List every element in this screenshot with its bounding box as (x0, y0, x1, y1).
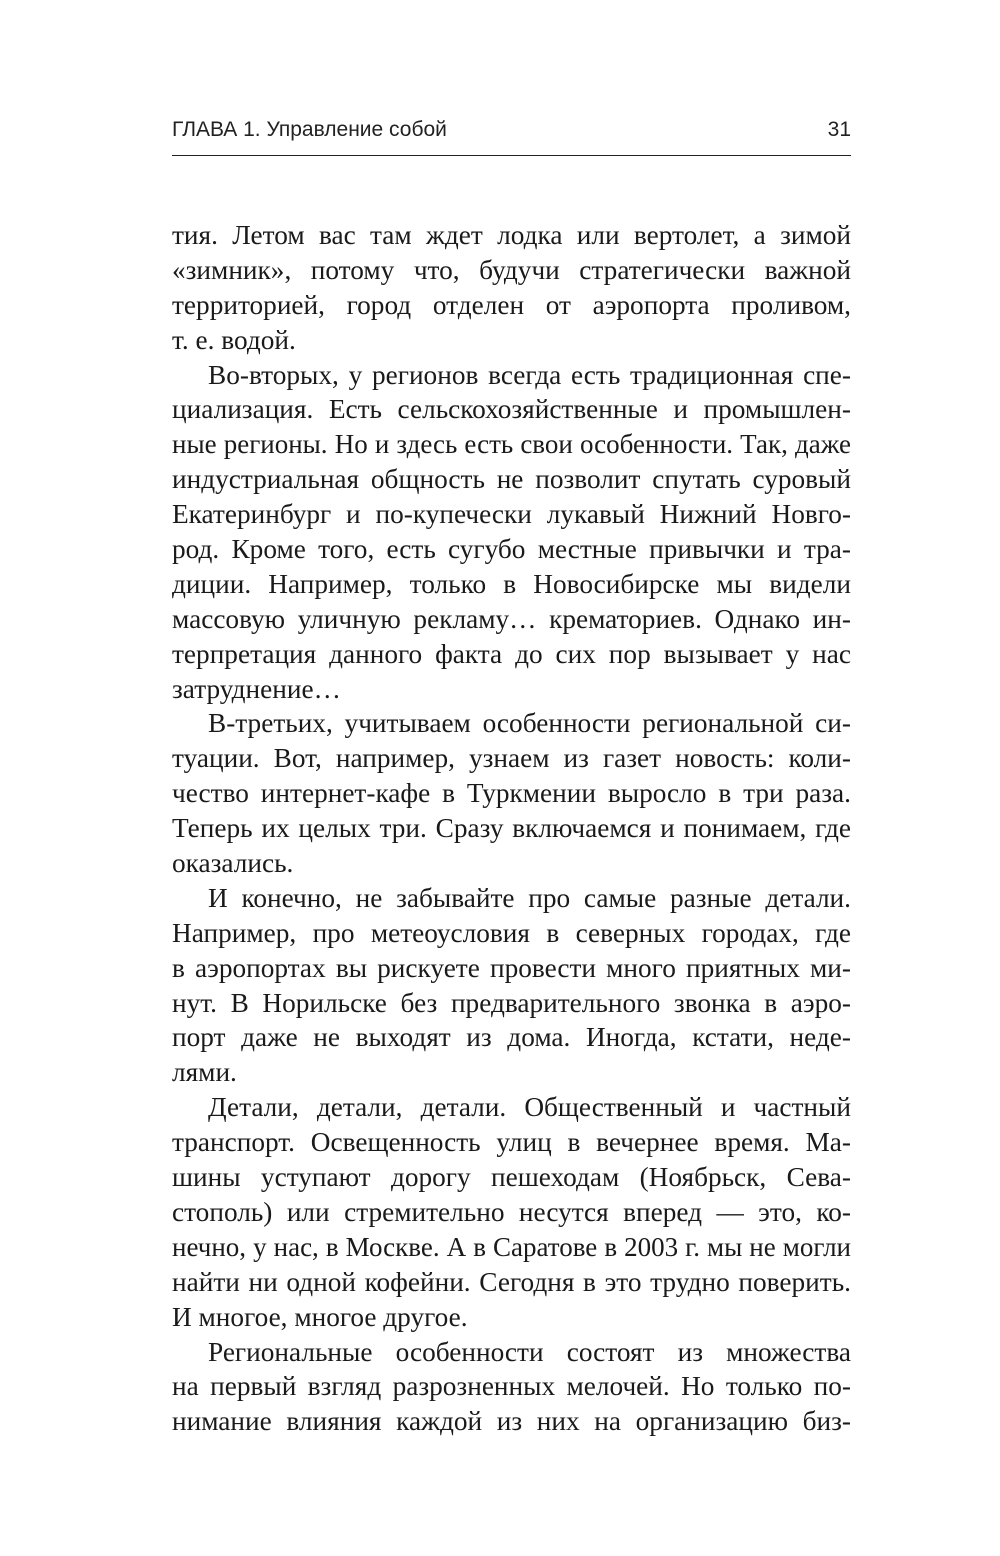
text-line: диции. Например, только в Новосибирске мы видели (172, 568, 851, 599)
running-title: ГЛАВА 1. Управление собой (172, 118, 447, 141)
page-number: 31 (827, 118, 851, 141)
text-line: род. Кроме того, есть сугубо местные привычки и тра- (172, 534, 851, 565)
text-line: Теперь их целых три. Сразу включаемся и понимаем, где (172, 813, 851, 844)
text-line: затруднение… (172, 673, 341, 704)
text-line: транспорт. Освещенность улиц в вечернее время. Ма- (172, 1127, 851, 1158)
text-line: шины уступают дорогу пешеходам (Ноябрьск, Сева- (172, 1162, 851, 1193)
text-line: туации. Вот, например, узнаем из газет новость: коли- (172, 743, 851, 774)
text-line: нимание влияния каждой из них на организацию биз- (172, 1406, 851, 1437)
text-line: стополь) или стремительно несутся вперед — это, ко- (172, 1196, 851, 1227)
text-line: индустриальная общность не позволит спутать суровый (172, 464, 851, 495)
text-line: И конечно, не забывайте про самые разные детали. (208, 882, 851, 913)
text-line: т. е. водой. (172, 324, 296, 355)
text-line: массовую уличную рекламу… крематориев. Однако ин- (172, 603, 851, 634)
text-line: на первый взгляд разрозненных мелочей. Но только по- (172, 1371, 851, 1402)
text-line: терпретация данного факта до сих пор вызывает у нас (172, 638, 851, 669)
text-line: И многое, многое другое. (172, 1301, 468, 1332)
text-line: Например, про метеоусловия в северных городах, где (172, 917, 851, 948)
running-header (172, 112, 851, 156)
text-line: «зимник», потому что, будучи стратегически важной (172, 254, 851, 285)
text-line: циализация. Есть сельскохозяйственные и промышлен- (172, 394, 851, 425)
text-line: лями. (172, 1057, 237, 1088)
body-text (172, 218, 851, 1439)
text-line: оказались. (172, 848, 294, 879)
text-line: в аэропортах вы рискуете провести много приятных ми- (172, 952, 851, 983)
text-line: нут. В Норильске без предварительного звонка в аэро- (172, 987, 851, 1018)
text-line: Екатеринбург и по-купечески лукавый Нижний Новго- (172, 499, 851, 530)
text-line: найти ни одной кофейни. Сегодня в это трудно поверить. (172, 1266, 851, 1297)
text-line: Во-вторых, у регионов всегда есть традиционная спе- (208, 359, 851, 390)
text-line: Региональные особенности состоят из множества (208, 1336, 851, 1367)
text-line: В-третьих, учитываем особенности региональной си- (208, 708, 851, 739)
text-line: нечно, у нас, в Москве. А в Саратове в 2003 г. мы не могли (172, 1231, 851, 1262)
text-line: чество интернет-кафе в Туркмении выросло в три раза. (172, 778, 851, 809)
text-line: порт даже не выходят из дома. Иногда, кстати, неде- (172, 1022, 851, 1053)
text-line: ные регионы. Но и здесь есть свои особенности. Так, даже (172, 429, 851, 460)
text-line: территорией, город отделен от аэропорта проливом, (172, 289, 851, 320)
text-line: Детали, детали, детали. Общественный и частный (208, 1092, 851, 1123)
text-line: тия. Летом вас там ждет лодка или вертолет, а зимой (172, 220, 851, 250)
